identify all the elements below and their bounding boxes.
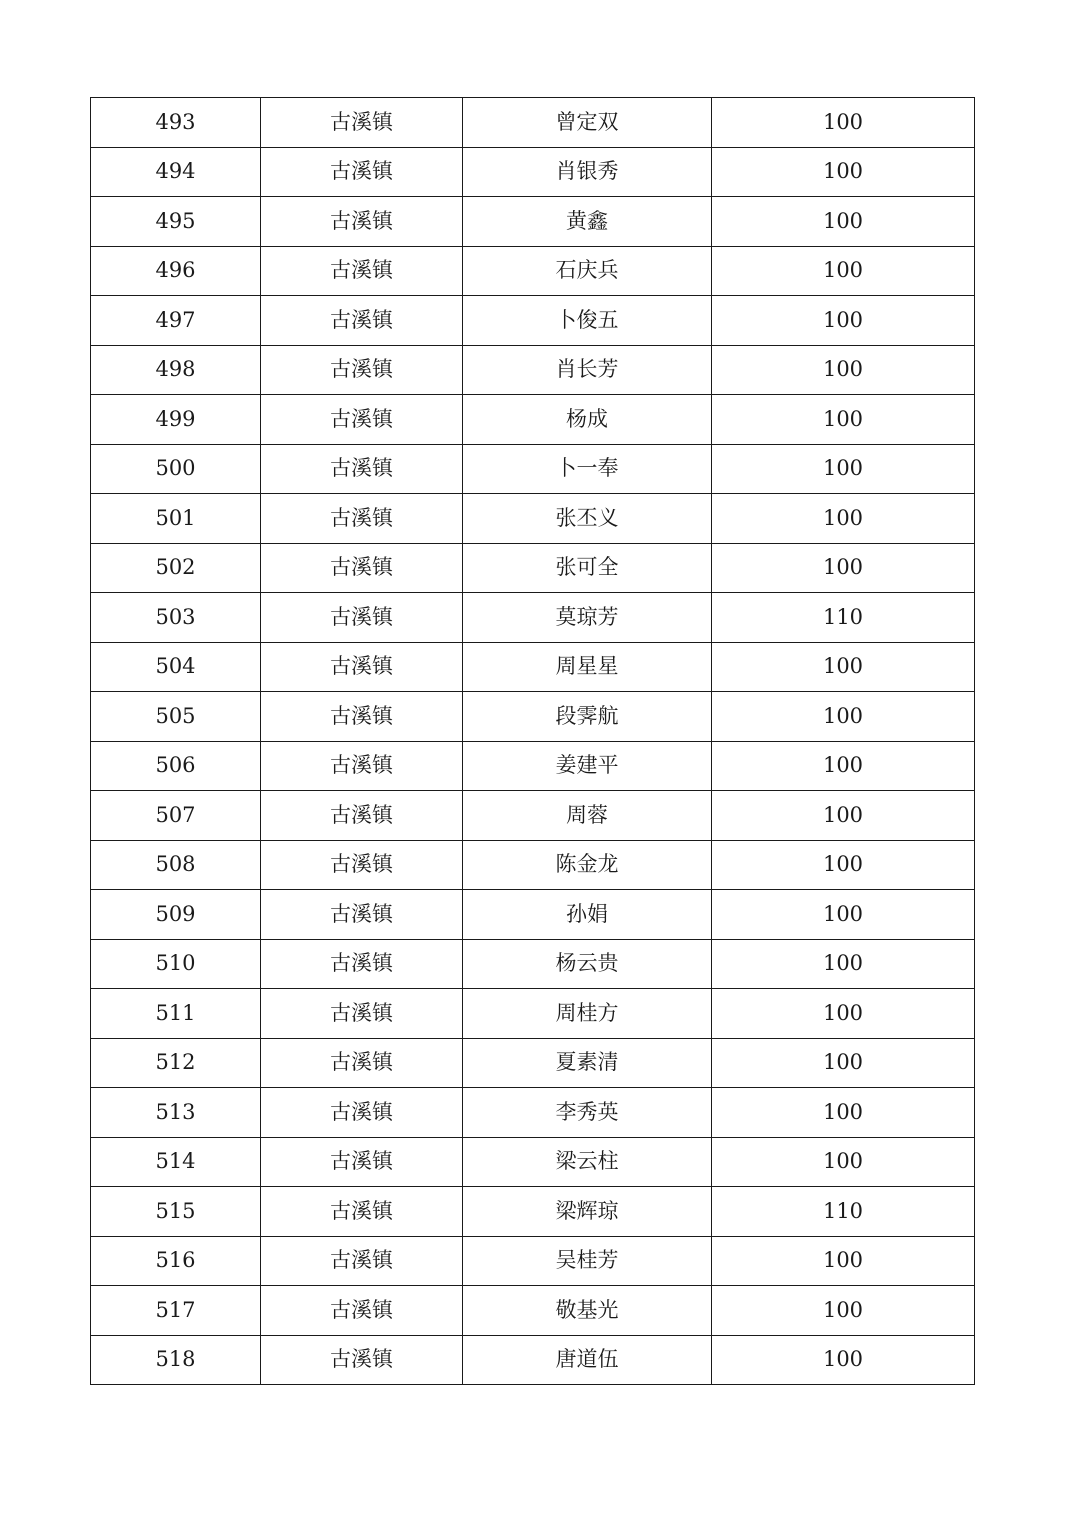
table-row: [91, 444, 975, 494]
amount-cell: 100: [712, 890, 975, 940]
name-cell: 李秀英: [463, 1088, 712, 1138]
name-cell: 周星星: [463, 642, 712, 692]
amount-cell: 100: [712, 741, 975, 791]
table-row: [91, 197, 975, 247]
name-cell: 石庆兵: [463, 246, 712, 296]
name-cell: 张丕义: [463, 494, 712, 544]
row-number-cell: 515: [91, 1187, 261, 1237]
table-row: [91, 939, 975, 989]
town-cell: 古溪镇: [261, 890, 463, 940]
row-number-cell: 512: [91, 1038, 261, 1088]
table-row: [91, 296, 975, 346]
name-cell: 卜一奉: [463, 444, 712, 494]
table-row: [91, 98, 975, 148]
name-cell: 周蓉: [463, 791, 712, 841]
row-number-cell: 496: [91, 246, 261, 296]
town-cell: 古溪镇: [261, 642, 463, 692]
amount-cell: 100: [712, 692, 975, 742]
table-row: [91, 840, 975, 890]
row-number-cell: 513: [91, 1088, 261, 1138]
town-cell: 古溪镇: [261, 98, 463, 148]
amount-cell: 100: [712, 642, 975, 692]
row-number-cell: 516: [91, 1236, 261, 1286]
table-row: [91, 1038, 975, 1088]
table-row: [91, 1335, 975, 1385]
town-cell: 古溪镇: [261, 1335, 463, 1385]
town-cell: 古溪镇: [261, 1286, 463, 1336]
name-cell: 梁辉琼: [463, 1187, 712, 1237]
name-cell: 张可全: [463, 543, 712, 593]
town-cell: 古溪镇: [261, 296, 463, 346]
row-number-cell: 495: [91, 197, 261, 247]
table-row: [91, 246, 975, 296]
town-cell: 古溪镇: [261, 494, 463, 544]
row-number-cell: 499: [91, 395, 261, 445]
roster-table: [90, 97, 975, 1385]
town-cell: 古溪镇: [261, 1236, 463, 1286]
table-row: [91, 1236, 975, 1286]
amount-cell: 100: [712, 1088, 975, 1138]
name-cell: 黄鑫: [463, 197, 712, 247]
name-cell: 段霁航: [463, 692, 712, 742]
name-cell: 肖银秀: [463, 147, 712, 197]
table-row: [91, 543, 975, 593]
row-number-cell: 509: [91, 890, 261, 940]
name-cell: 杨云贵: [463, 939, 712, 989]
town-cell: 古溪镇: [261, 543, 463, 593]
row-number-cell: 493: [91, 98, 261, 148]
amount-cell: 100: [712, 791, 975, 841]
row-number-cell: 502: [91, 543, 261, 593]
amount-cell: 100: [712, 939, 975, 989]
amount-cell: 100: [712, 147, 975, 197]
row-number-cell: 498: [91, 345, 261, 395]
name-cell: 敬基光: [463, 1286, 712, 1336]
town-cell: 古溪镇: [261, 147, 463, 197]
amount-cell: 100: [712, 1236, 975, 1286]
name-cell: 姜建平: [463, 741, 712, 791]
amount-cell: 100: [712, 989, 975, 1039]
row-number-cell: 514: [91, 1137, 261, 1187]
amount-cell: 100: [712, 1137, 975, 1187]
town-cell: 古溪镇: [261, 1038, 463, 1088]
row-number-cell: 506: [91, 741, 261, 791]
row-number-cell: 517: [91, 1286, 261, 1336]
table-row: [91, 989, 975, 1039]
table-row: [91, 791, 975, 841]
name-cell: 曾定双: [463, 98, 712, 148]
amount-cell: 100: [712, 543, 975, 593]
town-cell: 古溪镇: [261, 1088, 463, 1138]
table-row: [91, 147, 975, 197]
table-row: [91, 692, 975, 742]
row-number-cell: 500: [91, 444, 261, 494]
row-number-cell: 505: [91, 692, 261, 742]
row-number-cell: 510: [91, 939, 261, 989]
row-number-cell: 507: [91, 791, 261, 841]
name-cell: 杨成: [463, 395, 712, 445]
row-number-cell: 511: [91, 989, 261, 1039]
amount-cell: 100: [712, 395, 975, 445]
name-cell: 周桂方: [463, 989, 712, 1039]
name-cell: 孙娟: [463, 890, 712, 940]
row-number-cell: 508: [91, 840, 261, 890]
table-row: [91, 890, 975, 940]
town-cell: 古溪镇: [261, 791, 463, 841]
row-number-cell: 518: [91, 1335, 261, 1385]
town-cell: 古溪镇: [261, 395, 463, 445]
amount-cell: 100: [712, 840, 975, 890]
table-row: [91, 494, 975, 544]
town-cell: 古溪镇: [261, 692, 463, 742]
town-cell: 古溪镇: [261, 1137, 463, 1187]
row-number-cell: 494: [91, 147, 261, 197]
name-cell: 卜俊五: [463, 296, 712, 346]
amount-cell: 100: [712, 1335, 975, 1385]
amount-cell: 100: [712, 246, 975, 296]
name-cell: 唐道伍: [463, 1335, 712, 1385]
name-cell: 梁云柱: [463, 1137, 712, 1187]
town-cell: 古溪镇: [261, 741, 463, 791]
amount-cell: 100: [712, 1286, 975, 1336]
town-cell: 古溪镇: [261, 593, 463, 643]
amount-cell: 100: [712, 296, 975, 346]
name-cell: 夏素清: [463, 1038, 712, 1088]
name-cell: 莫琼芳: [463, 593, 712, 643]
table-row: [91, 1088, 975, 1138]
table-row: [91, 345, 975, 395]
town-cell: 古溪镇: [261, 939, 463, 989]
row-number-cell: 497: [91, 296, 261, 346]
row-number-cell: 503: [91, 593, 261, 643]
name-cell: 吴桂芳: [463, 1236, 712, 1286]
roster-table-body: [91, 98, 975, 1385]
amount-cell: 100: [712, 1038, 975, 1088]
town-cell: 古溪镇: [261, 345, 463, 395]
table-row: [91, 593, 975, 643]
town-cell: 古溪镇: [261, 840, 463, 890]
town-cell: 古溪镇: [261, 989, 463, 1039]
amount-cell: 100: [712, 444, 975, 494]
amount-cell: 100: [712, 98, 975, 148]
table-row: [91, 1286, 975, 1336]
amount-cell: 110: [712, 593, 975, 643]
table-row: [91, 1187, 975, 1237]
town-cell: 古溪镇: [261, 1187, 463, 1237]
name-cell: 肖长芳: [463, 345, 712, 395]
table-row: [91, 395, 975, 445]
row-number-cell: 501: [91, 494, 261, 544]
town-cell: 古溪镇: [261, 246, 463, 296]
amount-cell: 110: [712, 1187, 975, 1237]
town-cell: 古溪镇: [261, 444, 463, 494]
row-number-cell: 504: [91, 642, 261, 692]
amount-cell: 100: [712, 197, 975, 247]
amount-cell: 100: [712, 494, 975, 544]
town-cell: 古溪镇: [261, 197, 463, 247]
name-cell: 陈金龙: [463, 840, 712, 890]
amount-cell: 100: [712, 345, 975, 395]
table-row: [91, 741, 975, 791]
table-row: [91, 1137, 975, 1187]
table-row: [91, 642, 975, 692]
